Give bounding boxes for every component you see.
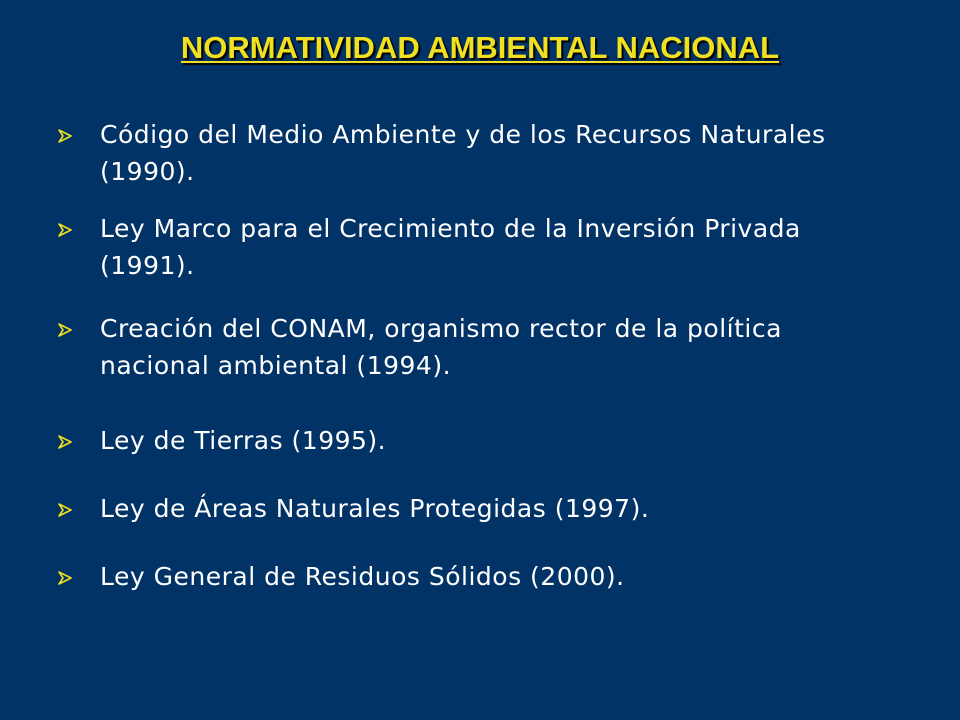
bullet-item	[50, 310, 870, 384]
bullet-item	[50, 116, 870, 190]
bullet-text: Ley de Tierras (1995).	[100, 426, 387, 455]
arrow-bullet-icon	[50, 116, 100, 156]
arrow-bullet-icon	[50, 310, 100, 350]
arrow-bullet-icon	[50, 422, 100, 462]
bullet-text: Ley Marco para el Crecimiento de la Inversión Privada (1991).	[100, 214, 801, 280]
arrow-bullet-icon	[50, 210, 100, 250]
arrow-bullet-icon	[50, 490, 100, 530]
bullet-text: Código del Medio Ambiente y de los Recursos Naturales (1990).	[100, 120, 826, 186]
slide-title: NORMATIVIDAD AMBIENTAL NACIONAL	[180, 30, 780, 65]
arrow-bullet-icon	[50, 558, 100, 598]
bullet-item	[50, 558, 870, 598]
bullet-text: Ley de Áreas Naturales Protegidas (1997).	[100, 494, 650, 523]
bullet-item	[50, 490, 870, 530]
bullet-text: Creación del CONAM, organismo rector de la política nacional ambiental (1994).	[100, 314, 782, 380]
bullet-item	[50, 210, 870, 284]
bullet-item	[50, 422, 870, 462]
bullet-text: Ley General de Residuos Sólidos (2000).	[100, 562, 625, 591]
